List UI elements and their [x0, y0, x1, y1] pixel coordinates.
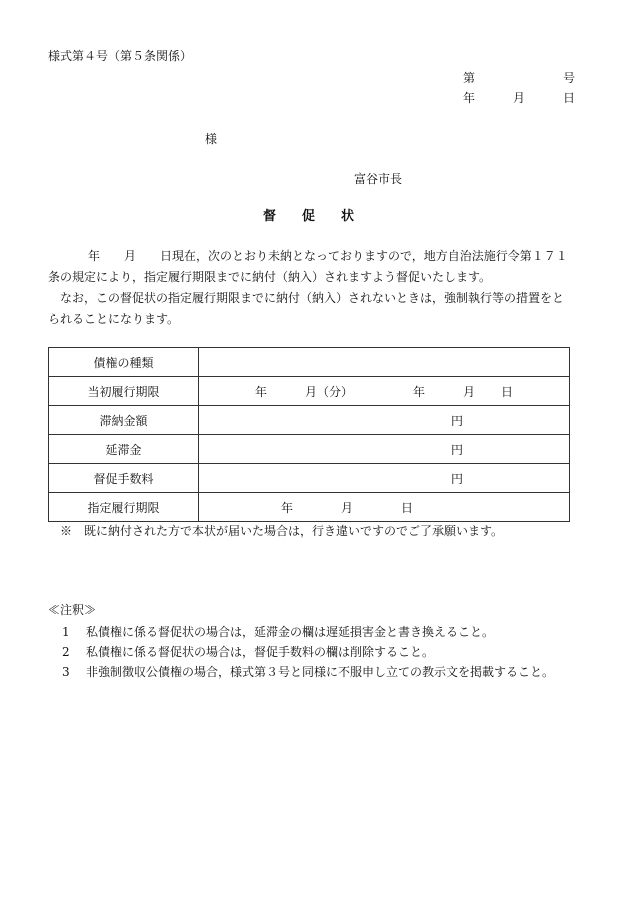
original-due-month-2: 月: [463, 385, 476, 399]
designated-due-date-value: [199, 493, 570, 522]
title-char-3: 状: [341, 209, 355, 224]
issuer: 富谷市長: [354, 172, 403, 186]
late-fee-yen: 円: [451, 443, 464, 457]
doc-number-prefix: 第: [463, 71, 476, 85]
reminder-fee-yen: 円: [451, 472, 464, 486]
table-row: [49, 377, 570, 406]
notice-text: ※ 既に納付された方で本状が届いた場合は，行き違いですのでご了承願います。: [60, 524, 504, 538]
note-text: 非強制徴収公債権の場合，様式第３号と同様に不服申し立ての教示文を掲載すること。: [86, 665, 555, 679]
date-day: 日: [563, 91, 576, 105]
table-row: [49, 493, 570, 522]
form-number: 様式第４号（第５条関係）: [48, 49, 193, 63]
body-paragraph-1: [48, 246, 576, 288]
body-paragraph-1-line-2: 条の規定により，指定履行期限までに納付（納入）されますよう督促いたします。: [48, 270, 492, 284]
doc-number-suffix: 号: [563, 71, 576, 85]
original-due-year: 年: [255, 385, 268, 399]
date-month: 月: [513, 91, 526, 105]
table-row: [49, 435, 570, 464]
claim-type-value: [199, 348, 570, 377]
body-paragraph-2-line-1: なお，この督促状の指定履行期限までに納付（納入）されないときは，強制執行等の措置をと: [60, 291, 565, 305]
late-fee-value: [199, 435, 570, 464]
addressee-suffix: 様: [205, 132, 218, 146]
delinquent-amount-yen: 円: [451, 414, 464, 428]
reminder-fee-label: 督促手数料: [49, 464, 199, 493]
note-number: 1: [62, 625, 70, 639]
body-paragraph-2: [48, 288, 576, 330]
table-row: [49, 406, 570, 435]
claim-info-table: [48, 347, 570, 522]
table-row: [49, 348, 570, 377]
delinquent-amount-label: 滞納金額: [49, 406, 199, 435]
body-paragraph-1-line-1: 年 月 日現在，次のとおり未納となっておりますので，地方自治法施行令第１７１: [88, 249, 568, 263]
body-paragraph-2-line-2: られることになります。: [48, 312, 180, 326]
table-row: [49, 464, 570, 493]
original-due-date-value: [199, 377, 570, 406]
original-due-date-label: 当初履行期限: [49, 377, 199, 406]
designated-due-year: 年: [281, 501, 294, 515]
date-year: 年: [463, 91, 476, 105]
designated-due-date-label: 指定履行期限: [49, 493, 199, 522]
late-fee-label: 延滞金: [49, 435, 199, 464]
reminder-fee-value: [199, 464, 570, 493]
claim-type-label: 債権の種類: [49, 348, 199, 377]
title-char-2: 促: [302, 209, 316, 224]
note-number: 2: [62, 645, 70, 659]
designated-due-day: 日: [401, 501, 414, 515]
note-number: 3: [62, 665, 70, 679]
designated-due-month: 月: [341, 501, 354, 515]
delinquent-amount-value: [199, 406, 570, 435]
notes-heading: ≪注釈≫: [48, 603, 97, 617]
original-due-month: 月（分）: [305, 385, 354, 399]
title-char-1: 督: [263, 209, 277, 224]
note-text: 私債権に係る督促状の場合は，延滞金の欄は遅延損害金と書き換えること。: [86, 625, 495, 639]
original-due-year-2: 年: [413, 385, 426, 399]
original-due-day: 日: [501, 385, 514, 399]
note-text: 私債権に係る督促状の場合は，督促手数料の欄は削除すること。: [86, 645, 435, 659]
